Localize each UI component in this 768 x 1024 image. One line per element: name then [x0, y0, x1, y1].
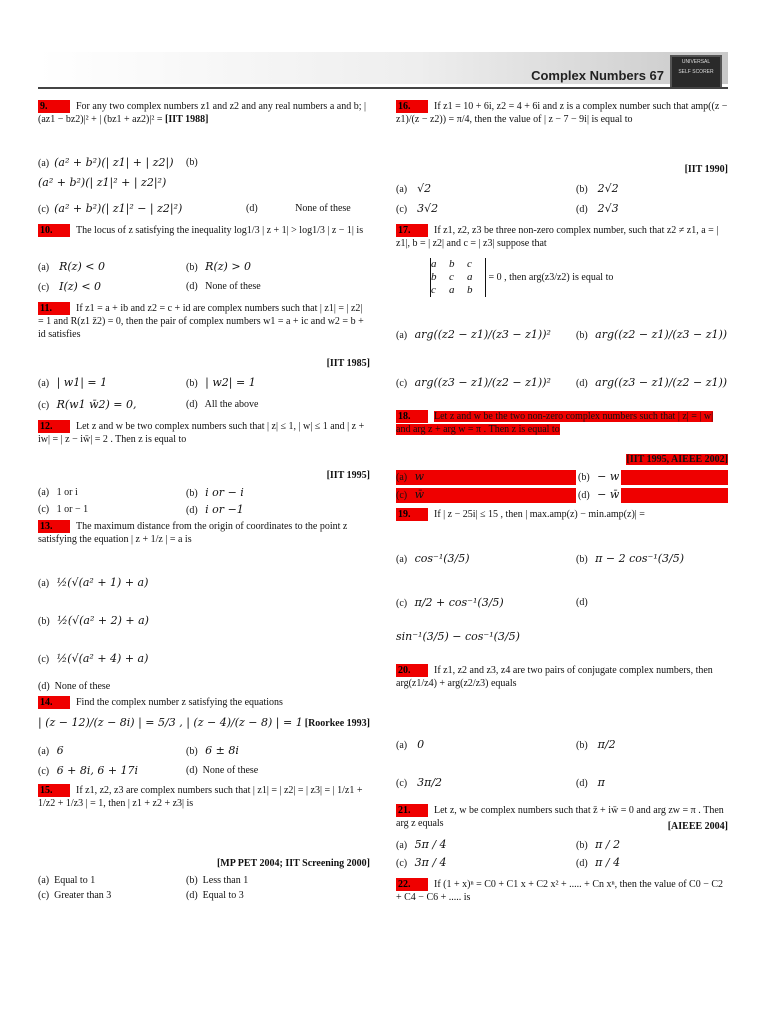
question-number: 18. — [396, 410, 428, 423]
option-a — [396, 738, 424, 753]
question-13 — [38, 520, 370, 546]
question-text: If z1 = 10 + 6i, z2 = 4 + 6i and z is a complex number such that amp((z − z1)/(z − z2)) = π/4, then the value of | z − 7 − 9i| is equal to — [396, 101, 728, 125]
option-text: ½(√(a² + 2) + a) — [57, 614, 149, 627]
option-text: sin⁻¹(3/5) − cos⁻¹(3/5) — [396, 630, 520, 643]
option-text: | w1| = 1 — [56, 376, 108, 389]
option-text: π/2 — [597, 738, 616, 751]
question-text: If (1 + x)ⁿ = C0 + C1 x + C2 x² + ..... + Cn xⁿ, then the value of C0 − C2 + C4 − C6 + ..... is — [396, 879, 724, 903]
option-label: (a) — [38, 158, 50, 169]
option-text: 2√2 — [597, 182, 619, 195]
option-a — [396, 182, 431, 197]
question-text: For any two complex numbers z1 and z2 and any real numbers a and b; | (az1 − bz2)|² + | (bz1 + az2)|² = — [38, 101, 366, 125]
option-text: − w — [597, 470, 620, 483]
matrix-tail: = 0 , then arg(z3/z2) is equal to — [488, 271, 614, 283]
option-b — [186, 260, 251, 275]
option-label: (d) — [576, 378, 588, 389]
option-text: π − 2 cos⁻¹(3/5) — [595, 552, 685, 565]
option-label: (a) — [38, 487, 50, 498]
question-15 — [38, 784, 370, 810]
option-label: (b) — [576, 840, 588, 851]
question-text: Let z and w be two complex numbers such that | z| ≤ 1, | w| ≤ 1 and | z + iw| = | z − iw̄| = 2 . Then z is equal to — [38, 421, 365, 445]
question-19 — [396, 508, 728, 521]
option-text: R(z) > 0 — [205, 260, 252, 273]
page-header — [38, 52, 728, 90]
option-c — [396, 776, 442, 791]
option-label: (b) — [38, 616, 50, 627]
option-d — [576, 488, 621, 503]
option-b — [576, 838, 620, 853]
question-source: [IIT 1995] — [326, 470, 370, 481]
option-b — [576, 328, 727, 343]
option-text: arg((z2 − z1)/(z3 − z1))² — [414, 328, 551, 341]
option-label: (a) — [396, 472, 408, 483]
option-text: None of these — [205, 281, 261, 292]
question-number: 15. — [38, 784, 70, 797]
option-c — [396, 856, 447, 871]
option-label: (d) — [576, 858, 588, 869]
option-d — [576, 856, 620, 871]
option-text: arg((z3 − z1)/(z2 − z1)) — [595, 376, 728, 389]
option-b — [576, 182, 619, 197]
logo-line-1: UNIVERSAL — [681, 59, 711, 65]
option-d — [186, 889, 244, 903]
option-text: (a² + b²)(| z1|² + | z2|²) — [38, 176, 167, 189]
question-source: [AIEEE 2004] — [667, 821, 728, 832]
option-text: | w2| = 1 — [205, 376, 256, 389]
question-12 — [38, 420, 370, 446]
option-text: All the above — [204, 399, 259, 410]
option-d — [186, 503, 244, 518]
option-text: None of these — [54, 681, 111, 692]
option-c — [396, 596, 504, 611]
option-text: 6 — [56, 744, 64, 757]
question-number: 13. — [38, 520, 70, 533]
option-b — [576, 470, 621, 485]
option-label: (c) — [38, 204, 50, 215]
option-label: (d) — [246, 203, 258, 214]
question-number: 14. — [38, 696, 70, 709]
option-b — [186, 486, 244, 501]
option-text: cos⁻¹(3/5) — [414, 552, 470, 565]
question-source: [IIT 1988] — [165, 114, 209, 125]
question-text: If z1 = a + ib and z2 = c + id are complex numbers such that | z1| = | z2| = 1 and R(z1 z̄2) = 0, then the pair of complex numbers w1 = a + ic and w2 = b + id satisfies — [38, 303, 364, 340]
option-d — [186, 398, 259, 412]
question-17 — [396, 224, 728, 250]
option-label: (a) — [396, 740, 408, 751]
option-text: − w̄ — [597, 488, 620, 501]
question-text: Let z, w be complex numbers such that z̄ + iw̄ = 0 and arg zw = π . Then arg z equals — [396, 805, 724, 829]
page-title: Complex Numbers 67 — [531, 68, 664, 83]
option-label: (c) — [396, 778, 408, 789]
option-text: ½(√(a² + 1) + a) — [56, 576, 149, 589]
option-text: 6 ± 8i — [205, 744, 239, 757]
option-label: (d) — [186, 890, 198, 901]
option-text: 5π / 4 — [414, 838, 447, 851]
option-text: π — [597, 776, 605, 789]
question-text: The locus of z satisfying the inequality log1/3 | z + 1| > log1/3 | z − 1| is — [76, 225, 364, 236]
determinant — [430, 258, 613, 297]
question-10 — [38, 224, 370, 237]
option-label: (a) — [38, 578, 50, 589]
question-number: 20. — [396, 664, 428, 677]
question-source: [IIT 1985] — [326, 358, 370, 369]
option-label: (d) — [578, 490, 590, 501]
question-number: 11. — [38, 302, 70, 315]
option-c — [38, 652, 148, 667]
option-text: Less than 1 — [202, 875, 249, 886]
option-a — [38, 874, 95, 888]
option-label: (b) — [186, 875, 198, 886]
option-text: None of these — [295, 203, 351, 214]
option-c — [38, 398, 137, 413]
option-label: (a) — [38, 378, 50, 389]
option-text: I(z) < 0 — [59, 280, 102, 293]
question-text: If z1, z2 and z3, z4 are two pairs of conjugate complex numbers, then arg(z1/z4) + arg(z2/z3) equals — [396, 665, 713, 689]
option-label: (a) — [396, 554, 408, 565]
question-20 — [396, 664, 728, 690]
question-text: Let z and w be the two non-zero complex numbers such that | z| = | w| and arg z + arg w = π . Then z is equal to — [396, 411, 714, 435]
option-label: (c) — [396, 858, 408, 869]
option-text: 1 or i — [56, 487, 78, 498]
matrix: a b c b c a c a b — [430, 258, 486, 297]
option-label: (d) — [186, 281, 198, 292]
option-label: (a) — [396, 840, 408, 851]
question-source: [IIT 1990] — [684, 164, 728, 175]
option-label: (c) — [396, 378, 408, 389]
option-text: i or −1 — [205, 503, 244, 516]
option-text: 3π/2 — [417, 776, 443, 789]
option-c — [396, 202, 438, 217]
option-text: arg((z2 − z1)/(z3 − z1)) — [595, 328, 728, 341]
option-label: (c) — [38, 504, 50, 515]
question-11 — [38, 302, 370, 341]
option-text: w̄ — [414, 488, 425, 501]
option-d — [186, 280, 261, 294]
option-text: π / 4 — [595, 856, 621, 869]
option-label: (b) — [186, 262, 198, 273]
question-18 — [396, 410, 728, 436]
question-number: 22. — [396, 878, 428, 891]
option-text: Greater than 3 — [54, 890, 112, 901]
option-label: (c) — [38, 766, 50, 777]
option-d — [38, 680, 110, 694]
equation — [38, 716, 303, 731]
option-label: (b) — [576, 330, 588, 341]
option-b — [38, 176, 166, 191]
option-d — [186, 764, 258, 778]
option-text: (a² + b²)(| z1|² − | z2|²) — [54, 202, 183, 215]
question-16 — [396, 100, 728, 126]
option-a — [396, 552, 470, 567]
option-b — [576, 552, 684, 567]
option-row-cd — [396, 488, 728, 503]
option-c — [38, 280, 101, 295]
option-label: (c) — [38, 890, 50, 901]
question-text: If z1, z2, z3 be three non-zero complex number, such that z2 ≠ z1, a = | z1|, b = | z2| and c = | z3| suppose that — [396, 225, 719, 249]
option-label: (b) — [186, 488, 198, 499]
question-22 — [396, 878, 728, 904]
option-label: (d) — [186, 765, 198, 776]
option-text: Equal to 1 — [54, 875, 96, 886]
option-label: (a) — [396, 330, 408, 341]
option-a — [38, 156, 174, 171]
option-label: (d) — [576, 778, 588, 789]
equation-text: | (z − 12)/(z − 8i) | = 5/3 , | (z − 4)/(z − 8) | = 1 — [38, 716, 303, 729]
option-c — [38, 889, 111, 903]
option-text: 1 or − 1 — [56, 504, 89, 515]
option-label: (d) — [186, 505, 198, 516]
question-number: 17. — [396, 224, 428, 237]
question-number: 12. — [38, 420, 70, 433]
option-label: (b) — [576, 740, 588, 751]
question-14 — [38, 696, 370, 709]
option-a — [38, 576, 148, 591]
option-label: (d) — [186, 399, 198, 410]
option-label: (c) — [38, 654, 50, 665]
option-d — [576, 202, 619, 217]
option-text: π/2 + cos⁻¹(3/5) — [414, 596, 504, 609]
question-text: The maximum distance from the origin of coordinates to the point z satisfying the equation | z + 1/z | = a is — [38, 521, 348, 545]
option-b — [38, 614, 149, 629]
option-c — [396, 376, 551, 391]
question-number: 19. — [396, 508, 428, 521]
option-text: √2 — [417, 182, 432, 195]
option-text: R(z) < 0 — [59, 260, 105, 273]
option-c — [38, 764, 138, 779]
option-label: (a) — [38, 262, 50, 273]
question-9 — [38, 100, 370, 126]
option-label: (a) — [38, 875, 50, 886]
option-text: 2√3 — [597, 202, 619, 215]
option-label: (a) — [38, 746, 50, 757]
option-a — [396, 838, 447, 853]
option-c — [38, 503, 88, 517]
option-a — [396, 328, 551, 343]
question-number: 10. — [38, 224, 70, 237]
header-rule — [38, 87, 728, 89]
option-d — [576, 776, 605, 791]
question-number: 16. — [396, 100, 428, 113]
option-text: 3√2 — [417, 202, 439, 215]
option-b — [186, 376, 256, 391]
option-text: i or − i — [205, 486, 244, 499]
question-text: If z1, z2, z3 are complex numbers such that | z1| = | z2| = | z3| = | 1/z1 + 1/z2 + 1/z3 | = 1, then | z1 + z2 + z3| is — [38, 785, 363, 809]
question-number: 21. — [396, 804, 428, 817]
option-text: π / 2 — [595, 838, 621, 851]
question-source: [MP PET 2004; IIT Screening 2000] — [216, 858, 370, 869]
option-label: (a) — [396, 184, 408, 195]
option-text: w — [414, 470, 425, 483]
option-text: 0 — [417, 738, 425, 751]
option-a — [38, 744, 64, 759]
option-text: Equal to 3 — [202, 890, 244, 901]
option-label: (c) — [396, 598, 408, 609]
option-label: (c) — [38, 282, 50, 293]
question-number: 9. — [38, 100, 70, 113]
option-a — [38, 486, 78, 500]
option-a — [38, 376, 107, 391]
question-source: [Roorkee 1993] — [304, 718, 370, 729]
option-d — [246, 202, 351, 216]
option-label: (c) — [396, 490, 408, 501]
publisher-logo — [670, 55, 722, 89]
option-b — [186, 874, 248, 888]
option-text: 3π / 4 — [414, 856, 447, 869]
option-row-ab — [396, 470, 728, 485]
option-a — [38, 260, 105, 275]
question-text: If | z − 25i| ≤ 15 , then | max.amp(z) − min.amp(z)| = — [434, 509, 645, 520]
option-label: (c) — [38, 400, 50, 411]
option-text: arg((z3 − z1)/(z2 − z1))² — [414, 376, 551, 389]
option-text: (a² + b²)(| z1| + | z2|) — [54, 156, 174, 169]
option-label: (d) — [576, 204, 588, 215]
option-text: ½(√(a² + 4) + a) — [56, 652, 149, 665]
option-label: (d) — [38, 681, 50, 692]
option-c — [38, 202, 182, 217]
option-text: None of these — [202, 765, 259, 776]
option-label: (c) — [396, 204, 408, 215]
option-label: (b) — [576, 554, 588, 565]
option-d-label: (d) — [576, 597, 588, 608]
option-text: R(w1 w̄2) = 0, — [56, 398, 137, 411]
question-source: [IIT 1995, AIEEE 2002] — [626, 454, 728, 465]
option-d — [576, 376, 727, 391]
option-d — [396, 630, 520, 645]
option-label: (b) — [576, 184, 588, 195]
option-b — [576, 738, 616, 753]
logo-line-2: SELF SCORER — [678, 69, 714, 75]
option-label: (b) — [186, 746, 198, 757]
option-b-label: (b) — [186, 157, 198, 168]
option-label: (b) — [578, 472, 590, 483]
option-text: 6 + 8i, 6 + 17i — [56, 764, 139, 777]
question-text: Find the complex number z satisfying the equations — [76, 697, 283, 708]
option-label: (b) — [186, 378, 198, 389]
option-b — [186, 744, 239, 759]
